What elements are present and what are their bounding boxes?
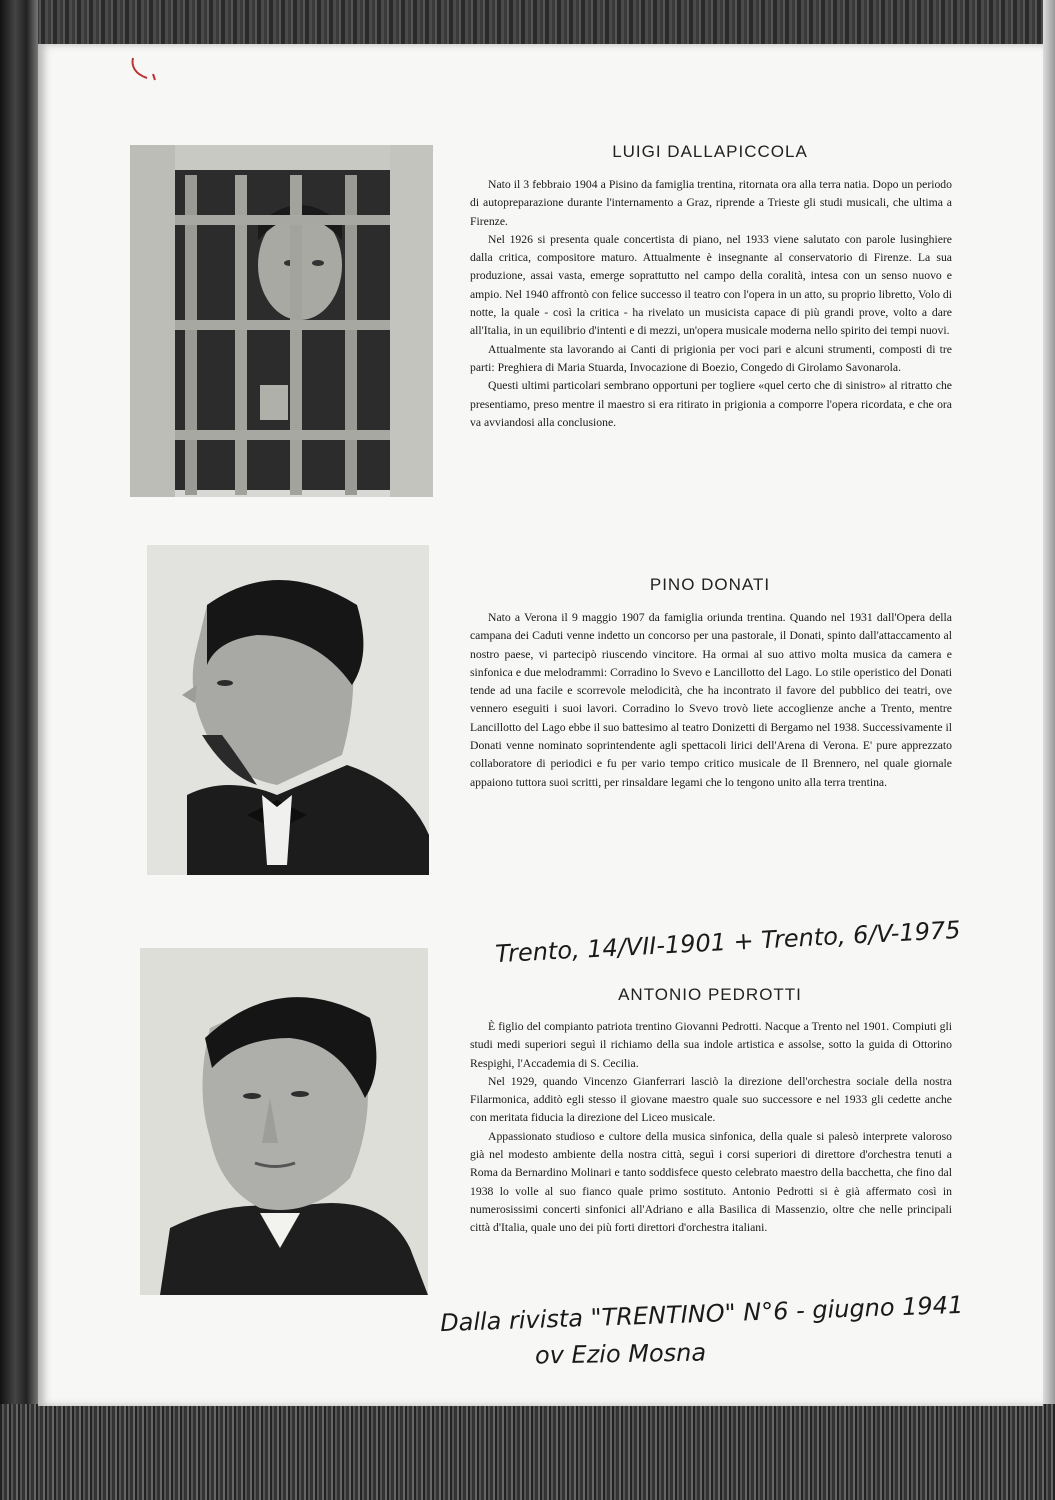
paragraph: Appassionato studioso e cultore della musica sinfonica, della quale si palesò interprete valoroso già nel modesto ambiente della nostra città, seguì i corsi superiori di direttore d'orchestra tenuti a Roma da Bernardino Molinari e tanto soddisfece questo celebrato maestro della bacchetta, che fino dal 1938 lo volle al suo fianco quale primo sostituto. Antonio Pedrotti si è già affermato così in numerosissimi concerti sinfonici all'Adriano e alla Basilica di Massenzio, oltre che nelle principali città d'Italia, quale uno dei più forti direttori d'orchestra italiani. bbox=[470, 1129, 952, 1235]
paragraph: Nel 1929, quando Vincenzo Gianferrari lasciò la direzione dell'orchestra sociale della nostra Filarmonica, additò egli stesso il giovane maestro quale suo successore e nel 1933 gli cedette anche con meritata fiducia la direzione del Liceo musicale. bbox=[470, 1074, 952, 1125]
paragraph: Nato il 3 febbraio 1904 a Pisino da famiglia trentina, ritornata ora alla terra natia. Dopo un periodo di autopreparazione durante l'internamento a Graz, riprende a Trieste gli studi musicali, che ultima a Firenze. bbox=[470, 178, 952, 228]
paragraph: Nato a Verona il 9 maggio 1907 da famiglia oriunda trentina. Quando nel 1931 dall'Opera della campana dei Caduti venne indetto un concorso per una pastorale, il Donati, spinto dall'attaccamento al nostro paese, vi partecipò riuscendo vincitore. Ha ormai al suo attivo molta musica da camera e sinfonica e due melodrammi: Corradino lo Svevo e Lancillotto del Lago. Lo stile operistico del Donati tende ad una facile e scorrevole melodicità, che ha incontrato il favore del pubblico dei teatri, ove vennero eseguiti i suoi lavori. Corradino lo Svevo trovò liete accoglienze anche a Trento, mentre Lancillotto del Lago ebbe il suo battesimo al teatro Donizetti di Bergamo nel 1938. Successivamente il Donati venne nominato soprintendente agli spettacoli lirici dell'Arena di Verona. E' pure apprezzato collaboratore di periodici e fu per vario tempo critico musicale de Il Brennero, nel quale giornale appaiono tuttora suoi scritti, per rinsaldare legami che lo tengono unito alla terra trentina. bbox=[470, 611, 952, 789]
scan-border-right bbox=[1043, 0, 1055, 1500]
paragraph: Questi ultimi particolari sembrano opportuni per togliere «quel certo che di sinistro» al ritratto che presentiamo, preso mentre il maestro si era ritirato in prigionia a comporre l'opera ricordata, e che ora va avviandosi alla conclusione. bbox=[470, 379, 952, 429]
paragraph: Attualmente sta lavorando ai Canti di prigionia per voci pari e alcuni strumenti, composti di tre parti: Preghiera di Maria Stuarda, Invocazione di Boezio, Congedo di Girolamo Savonarola. bbox=[470, 342, 952, 374]
handwritten-dates: Trento, 14/VII-1901 + Trento, 6/V-1975 bbox=[494, 915, 962, 969]
pedrotti-photo bbox=[140, 948, 428, 1295]
handwritten-author-note: ov Ezio Mosna bbox=[534, 1338, 707, 1370]
scan-border-bottom bbox=[0, 1404, 1055, 1500]
donati-photo bbox=[147, 545, 429, 875]
scan-border-left bbox=[0, 0, 38, 1500]
pedrotti-text bbox=[470, 1018, 952, 1238]
pencil-mark-icon bbox=[125, 52, 165, 92]
scan-border-top bbox=[0, 0, 1055, 46]
pedrotti-title: ANTONIO PEDROTTI bbox=[618, 985, 802, 1004]
paragraph: È figlio del compianto patriota trentino Giovanni Pedrotti. Nacque a Trento nel 1901. Compiuti gli studi medi superiori seguì il richiamo della sua indole artistica e assolse, sotto la guida di Ottorino Respighi, l'Accademia di S. Cecilia. bbox=[470, 1020, 952, 1070]
dallapiccola-title: LUIGI DALLAPICCOLA bbox=[612, 142, 808, 161]
donati-text bbox=[470, 609, 952, 792]
dallapiccola-photo bbox=[130, 145, 433, 497]
handwritten-source-note: Dalla rivista "TRENTINO" N°6 - giugno 1941 bbox=[439, 1290, 964, 1338]
donati-title: PINO DONATI bbox=[649, 575, 771, 594]
paragraph: Nel 1926 si presenta quale concertista di piano, nel 1933 viene salutato con parole lusinghiere dalla critica, compositore maturo. Attualmente è insegnante al conservatorio di Firenze. La sua produzione, assai vasta, emerge soprattutto nel campo della coralità, intesa con un senso nuovo e ampio. Nel 1940 affrontò con felice successo il teatro con l'opera in un atto, su proprio libretto, Volo di notte, la quale - così la critica - ha rivelato un musicista capace di più grandi prove, volto a dare all'Italia, in un equilibrio d'intenti e di mezzi, un'opera musicale moderna nello spirito dei tempi nuovi. bbox=[470, 232, 952, 338]
dallapiccola-text bbox=[470, 176, 952, 432]
